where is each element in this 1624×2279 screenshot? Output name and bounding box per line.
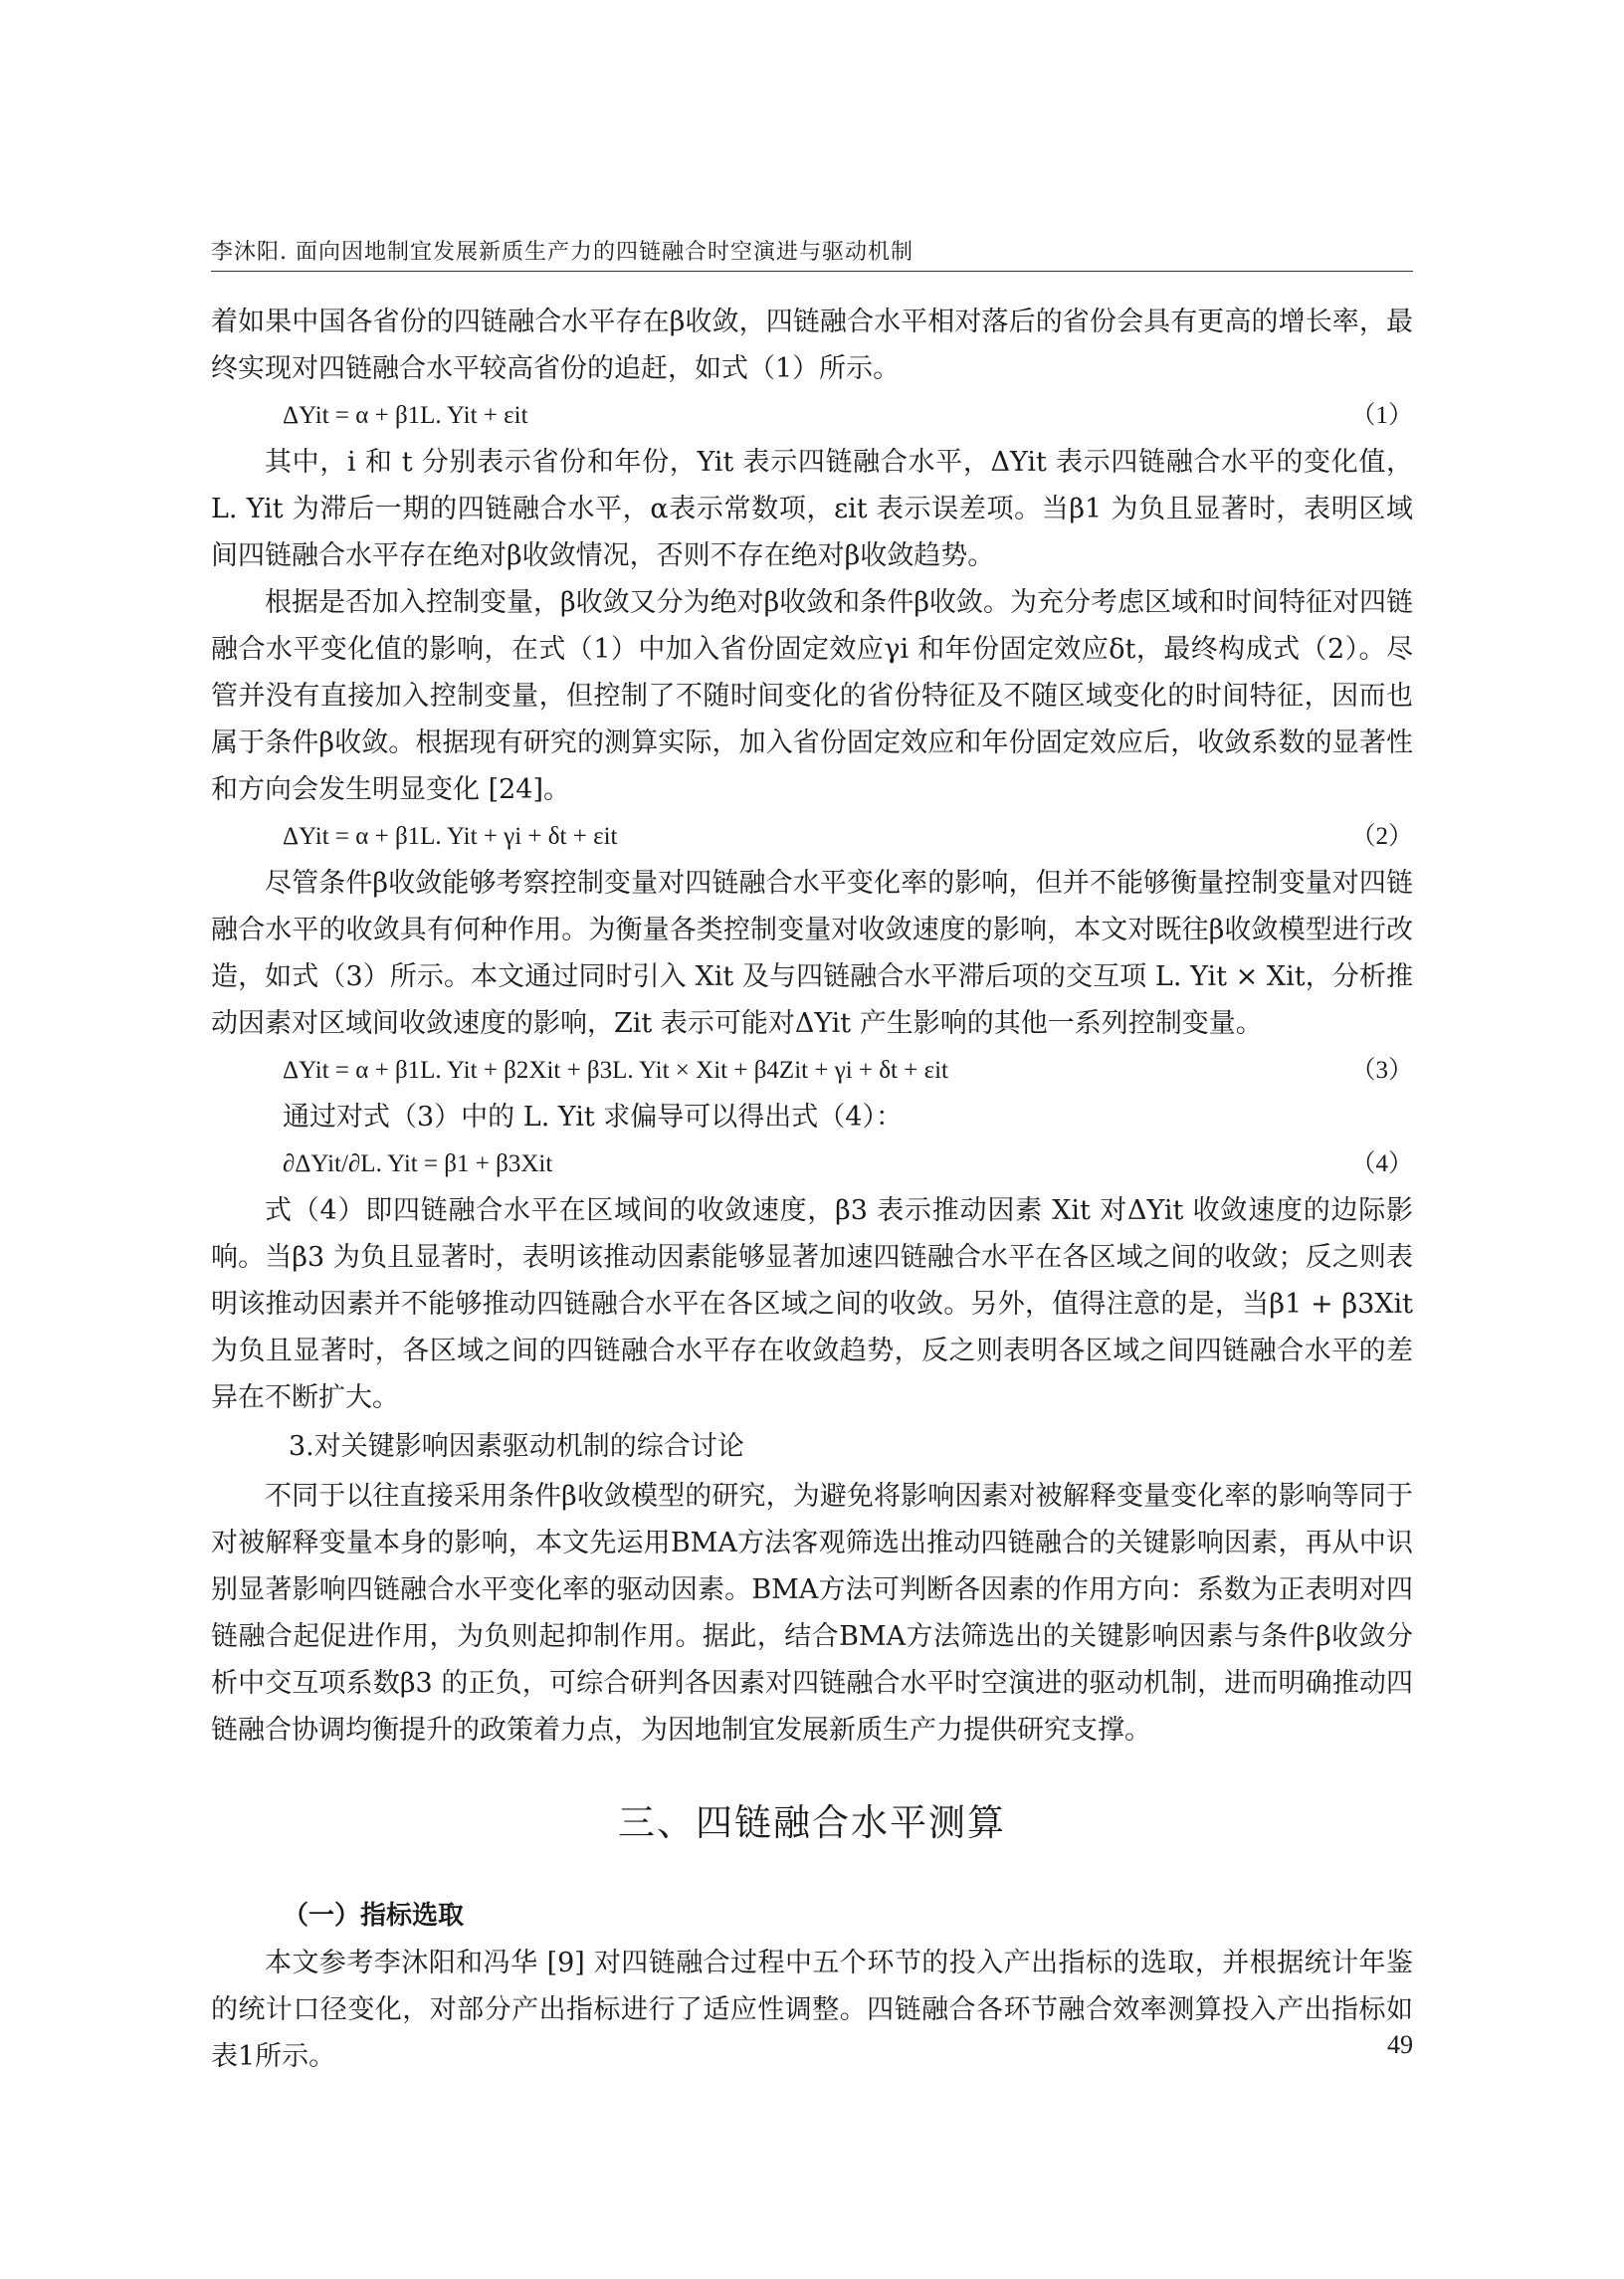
equation-4-number: （4） [1350,1150,1413,1177]
paragraph-variable-definitions: 其中，i 和 t 分别表示省份和年份，Yit 表示四链融合水平，ΔYit 表示四链融合水平的变化值，L. Yit 为滞后一期的四链融合水平，α表示常数项，εit 表示误差项。当β1 为负且显著时，表明区域间四链融合水平存在绝对β收敛情况，否则不存在绝对β收敛趋势。 [211,447,1413,571]
paragraph-beta-intro: 着如果中国各省份的四链融合水平存在β收敛，四链融合水平相对落后的省份会具有更高的增长率，最终实现对四链融合水平较高省份的追赶，如式（1）所示。 [211,307,1413,384]
paragraph-conditional-convergence: 根据是否加入控制变量，β收敛又分为绝对β收敛和条件β收敛。为充分考虑区域和时间特征对四链融合水平变化值的影响，在式（1）中加入省份固定效应γi 和年份固定效应δt，最终构成式（2）。尽管并没有直接加入控制变量，但控制了不随时间变化的省份特征及不随区域变化的时间特征，因而也属于条件β收敛。根据现有研究的测算实际，加入省份固定效应和年份固定效应后，收敛系数的显著性和方向会发生明显变化 [24]。 [211,587,1413,805]
equation-4 [211,1140,1413,1187]
paragraph-indicator-selection: 本文参考李沐阳和冯华 [9] 对四链融合过程中五个环节的投入产出指标的选取，并根据统计年鉴的统计口径变化，对部分产出指标进行了适应性调整。四链融合各环节融合效率测算投入产出指标如表1所示。 [211,1948,1413,2072]
equation-3-number: （3） [1350,1057,1413,1084]
equation-4-formula: ∂ΔYit/∂L. Yit = β1 + β3Xit [283,1150,553,1177]
paragraph-convergence-speed: 式（4）即四链融合水平在区域间的收敛速度，β3 表示推动因素 Xit 对ΔYit 收敛速度的边际影响。当β3 为负且显著时，表明该推动因素能够显著加速四链融合水平在各区域之间的收敛；反之则表明该推动因素并不能够推动四链融合水平在各区域之间的收敛。另外，值得注意的是，当β1 + β3Xit 为负且显著时，各区域之间的四链融合水平存在收敛趋势，反之则表明各区域之间四链融合水平的差异在不断扩大。 [211,1195,1413,1413]
section-title: 三、四链融合水平测算 [618,1801,1006,1844]
page-body [211,299,1413,2080]
running-header: 李沐阳. 面向因地制宜发展新质生产力的四链融合时空演进与驱动机制 [211,240,914,265]
paragraph-bma-discussion: 不同于以往直接采用条件β收敛模型的研究，为避免将影响因素对被解释变量变化率的影响等同于对被解释变量本身的影响，本文先运用BMA方法客观筛选出推动四链融合的关键影响因素，再从中识别显著影响四链融合水平变化率的驱动因素。BMA方法可判断各因素的作用方向：系数为正表明对四链融合起促进作用，为负则起抑制作用。据此，结合BMA方法筛选出的关键影响因素与条件β收敛分析中交互项系数β3 的正负，可综合研判各因素对四链融合水平时空演进的驱动机制，进而明确推动四链融合协调均衡提升的政策着力点，为因地制宜发展新质生产力提供研究支撑。 [211,1481,1413,1746]
page-number: 49 [1387,2030,1413,2059]
equation-1-formula: ΔYit = α + β1L. Yit + εit [283,402,528,429]
paragraph-model-extension: 尽管条件β收敛能够考察控制变量对四链融合水平变化率的影响，但并不能够衡量控制变量对四链融合水平的收敛具有何种作用。为衡量各类控制变量对收敛速度的影响，本文对既往β收敛模型进行改造，如式（3）所示。本文通过同时引入 Xit 及与四链融合水平滞后项的交互项 L. Yit × Xit，分析推动因素对区域间收敛速度的影响，Zit 表示可能对ΔYit 产生影响的其他一系列控制变量。 [211,868,1413,1039]
header-divider [211,271,1413,272]
equation-2-number: （2） [1350,823,1413,850]
equation-1 [211,392,1413,439]
equation-2 [211,813,1413,860]
equation-1-number: （1） [1350,402,1413,429]
subheading-indicator-selection: （一）指标选取 [283,1901,465,1931]
equation-2-formula: ΔYit = α + β1L. Yit + γi + δt + εit [283,823,618,850]
subsection-label: 3.对关键影响因素驱动机制的综合讨论 [289,1431,744,1462]
equation-3 [211,1047,1413,1094]
paragraph-derivative-intro: 通过对式（3）中的 L. Yit 求偏导可以得出式（4）： [283,1102,903,1133]
equation-3-formula: ΔYit = α + β1L. Yit + β2Xit + β3L. Yit × Xit + β4Zit + γi + δt + εit [283,1057,948,1084]
